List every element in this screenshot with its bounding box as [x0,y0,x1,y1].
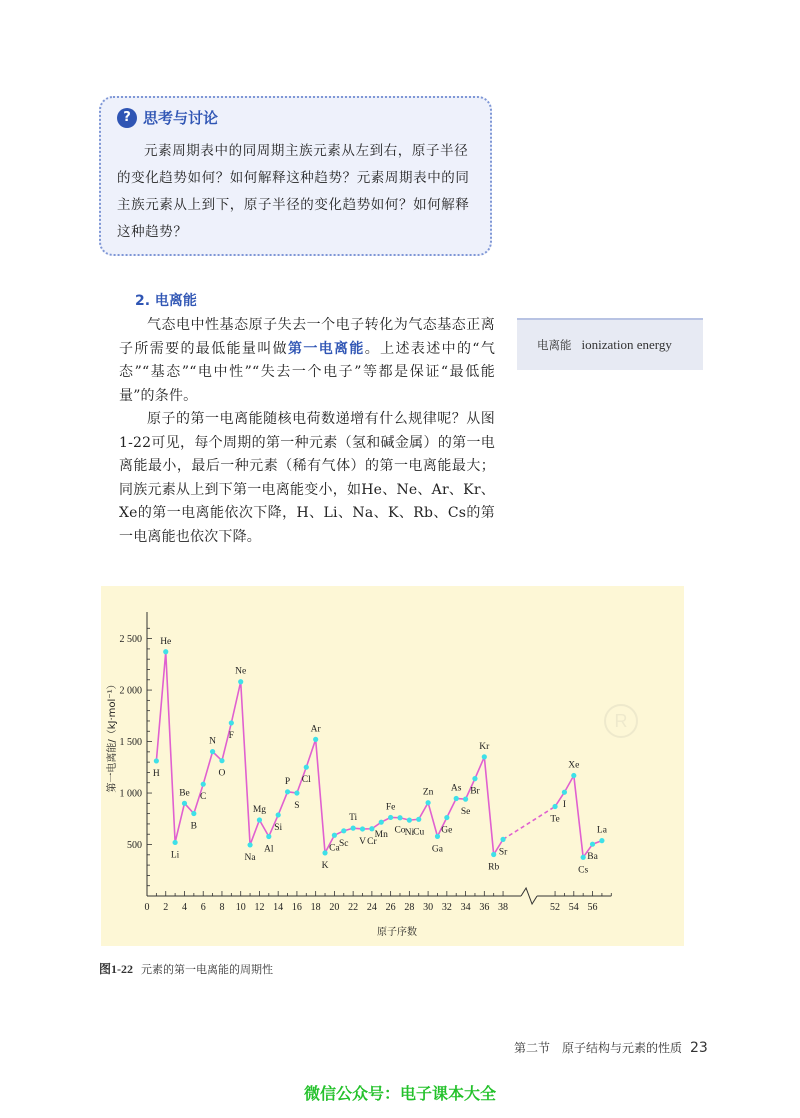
x-tick-label: 14 [273,902,284,913]
element-label-cr: Cr [367,836,377,847]
element-label-sr: Sr [498,847,508,858]
data-point-as [454,796,459,801]
data-point-cl [304,765,309,770]
element-label-sc: Sc [339,838,349,849]
page-footer [514,1039,708,1056]
element-label-li: Li [170,850,180,861]
element-label-ni: Ni [404,828,415,839]
element-label-f: F [228,730,234,741]
data-point-sc [341,828,346,833]
element-label-p: P [284,776,291,787]
discussion-title-text: 思考与讨论 [143,109,219,127]
data-point-na [247,842,252,847]
x-axis-label: 原子序数 [377,927,417,938]
data-point-mn [379,820,384,825]
element-label-h: H [152,768,160,779]
element-label-ge: Ge [441,825,453,836]
chart-series [154,649,605,863]
x-tick-label: 52 [550,902,561,913]
x-tick-label: 38 [498,902,509,913]
x-tick-label: 34 [460,902,471,913]
section-heading: 2. 电离能 [135,293,197,309]
data-point-cu [416,817,421,822]
element-label-rb: Rb [488,862,500,873]
wechat-watermark: 微信公众号：电子课本大全 [303,1084,496,1103]
element-label-cu: Cu [413,827,425,838]
paragraph-definition [119,314,495,408]
discussion-box [99,96,492,256]
element-label-o: O [218,768,226,779]
x-tick-label: 16 [291,902,302,913]
element-label-he: He [160,636,172,647]
discussion-title [117,107,218,128]
element-label-xe: Xe [568,760,580,771]
glossary-term-en: ionization energy [581,337,672,352]
chart-point-labels [153,637,608,876]
element-label-cs: Cs [578,865,589,876]
y-tick-label: 1 000 [119,788,142,800]
element-label-br: Br [470,786,480,797]
margin-glossary-note [517,318,703,370]
element-label-ti: Ti [349,813,358,824]
chart-axes [120,612,612,913]
x-tick-label: 10 [235,902,246,913]
data-point-n [210,749,215,754]
element-label-as: As [450,783,462,794]
element-label-ne: Ne [235,666,247,677]
element-label-v: V [359,836,366,847]
data-point-kr [482,754,487,759]
data-point-ga [435,834,440,839]
element-label-na: Na [244,852,256,863]
element-label-mg: Mg [252,805,267,816]
element-label-kr: Kr [479,741,490,752]
data-point-f [229,720,234,725]
data-point-s [294,790,299,795]
element-label-ca: Ca [329,843,340,854]
series-line-periods-1-5 [156,652,503,855]
publisher-watermark-seal [605,705,637,737]
keyword-first-ionization-energy: 第一电离能 [287,340,365,357]
x-tick-label: 12 [254,902,265,913]
data-point-la [599,838,604,843]
element-label-i: I [562,800,567,811]
x-tick-label: 8 [219,902,225,913]
x-tick-label: 26 [385,902,396,913]
x-tick-label: 54 [568,902,579,913]
data-point-ge [444,815,449,820]
data-point-ca [332,833,337,838]
data-point-zn [426,800,431,805]
data-point-br [472,776,477,781]
discussion-text: 元素周期表中的同周期主族元素从左到右，原子半径的变化趋势如何？如何解释这种趋势？元素周期表中的同主族元素从上到下，原子半径的变化趋势如何？如何解释这种趋势？ [117,143,470,240]
y-tick-label: 2 000 [119,685,142,697]
data-point-sr [500,837,505,842]
data-point-xe [571,773,576,778]
data-point-ni [407,818,412,823]
data-point-li [173,840,178,845]
element-label-si: Si [274,822,283,833]
data-point-te [552,804,557,809]
element-label-zn: Zn [422,787,434,798]
x-tick-label: 36 [479,902,490,913]
y-tick-label: 2 500 [119,634,142,646]
x-tick-label: 6 [200,902,206,913]
data-point-co [397,815,402,820]
data-point-he [163,649,168,654]
x-tick-label: 2 [163,902,169,913]
element-label-fe: Fe [385,802,396,813]
data-point-p [285,789,290,794]
x-tick-label: 18 [310,902,321,913]
x-tick-label: 22 [348,902,359,913]
element-label-la: La [596,825,607,836]
element-label-be: Be [179,788,190,799]
data-point-ba [590,842,595,847]
paragraph-trend: 原子的第一电离能随核电荷数递增有什么规律呢？从图1-22可见，每个周期的第一种元素（氢和碱金属）的第一电离能最小，最后一种元素（稀有气体）的第一电离能最大；同族元素从上到下第一电离能变小，如He、Ne、Ar、Kr、Xe的第一电离能依次下降，H、Li、Na、K、Rb、Cs的第一电离能也依次下降。 [119,411,495,545]
data-point-o [219,758,224,763]
figure-caption-text: 元素的第一电离能的周期性 [141,963,273,976]
data-point-be [182,801,187,806]
element-label-ga: Ga [431,844,444,855]
element-label-ar: Ar [310,724,321,735]
svg-text:R: R [614,711,628,731]
paragraph-definition-before: 气态电中性基态原子失去一个电子转化为气态基态正离子所需要的最低能量叫做 [119,317,495,357]
chart-svg [101,586,684,946]
element-label-k: K [321,860,329,871]
data-point-ne [238,679,243,684]
series-line-break-gap [503,807,555,840]
element-label-ba: Ba [587,852,598,863]
x-tick-label: 32 [441,902,452,913]
data-point-mg [257,817,262,822]
data-point-fe [388,815,393,820]
element-label-s: S [294,801,300,812]
ionization-energy-chart [101,586,684,946]
element-label-b: B [190,821,198,832]
data-point-se [463,797,468,802]
data-point-al [266,834,271,839]
element-label-co: Co [394,825,406,836]
y-tick-label: 500 [127,840,142,852]
data-point-k [322,850,327,855]
x-axis-break-mark [521,888,537,904]
figure-number: 图1-22 [99,962,133,976]
x-tick-label: 30 [423,902,434,913]
element-label-se: Se [460,807,471,818]
data-point-ar [313,737,318,742]
figure-caption [99,960,273,977]
x-tick-label: 28 [404,902,415,913]
x-tick-label: 24 [366,902,377,913]
element-label-al: Al [264,844,274,855]
footer-section: 第二节 原子结构与元素的性质 [514,1041,683,1055]
element-label-cl: Cl [301,775,311,786]
element-label-c: C [200,792,207,803]
data-point-b [191,811,196,816]
x-tick-label: 56 [587,902,598,913]
data-point-h [154,758,159,763]
element-label-n: N [209,736,217,747]
data-point-ti [351,826,356,831]
x-tick-label: 0 [144,902,150,913]
page-number: 23 [690,1040,708,1056]
y-axis-label: 第一电离能/（kJ·mol⁻¹） [107,679,118,793]
data-point-i [562,790,567,795]
y-tick-label: 1 500 [119,737,142,749]
data-point-cs [581,855,586,860]
paragraph-definition-after: 。上述表述中的“气态”“基态”“电中性”“失去一个电子”等都是保证“最低能量”的条件。 [119,340,496,404]
data-point-v [360,826,365,831]
data-point-rb [491,852,496,857]
glossary-term-zh: 电离能 [537,338,572,352]
element-label-te: Te [550,814,560,825]
data-point-si [276,812,281,817]
x-tick-label: 20 [329,902,340,913]
element-label-mn: Mn [374,830,388,841]
data-point-c [201,782,206,787]
question-icon: ? [117,108,137,128]
x-tick-label: 4 [181,902,187,913]
